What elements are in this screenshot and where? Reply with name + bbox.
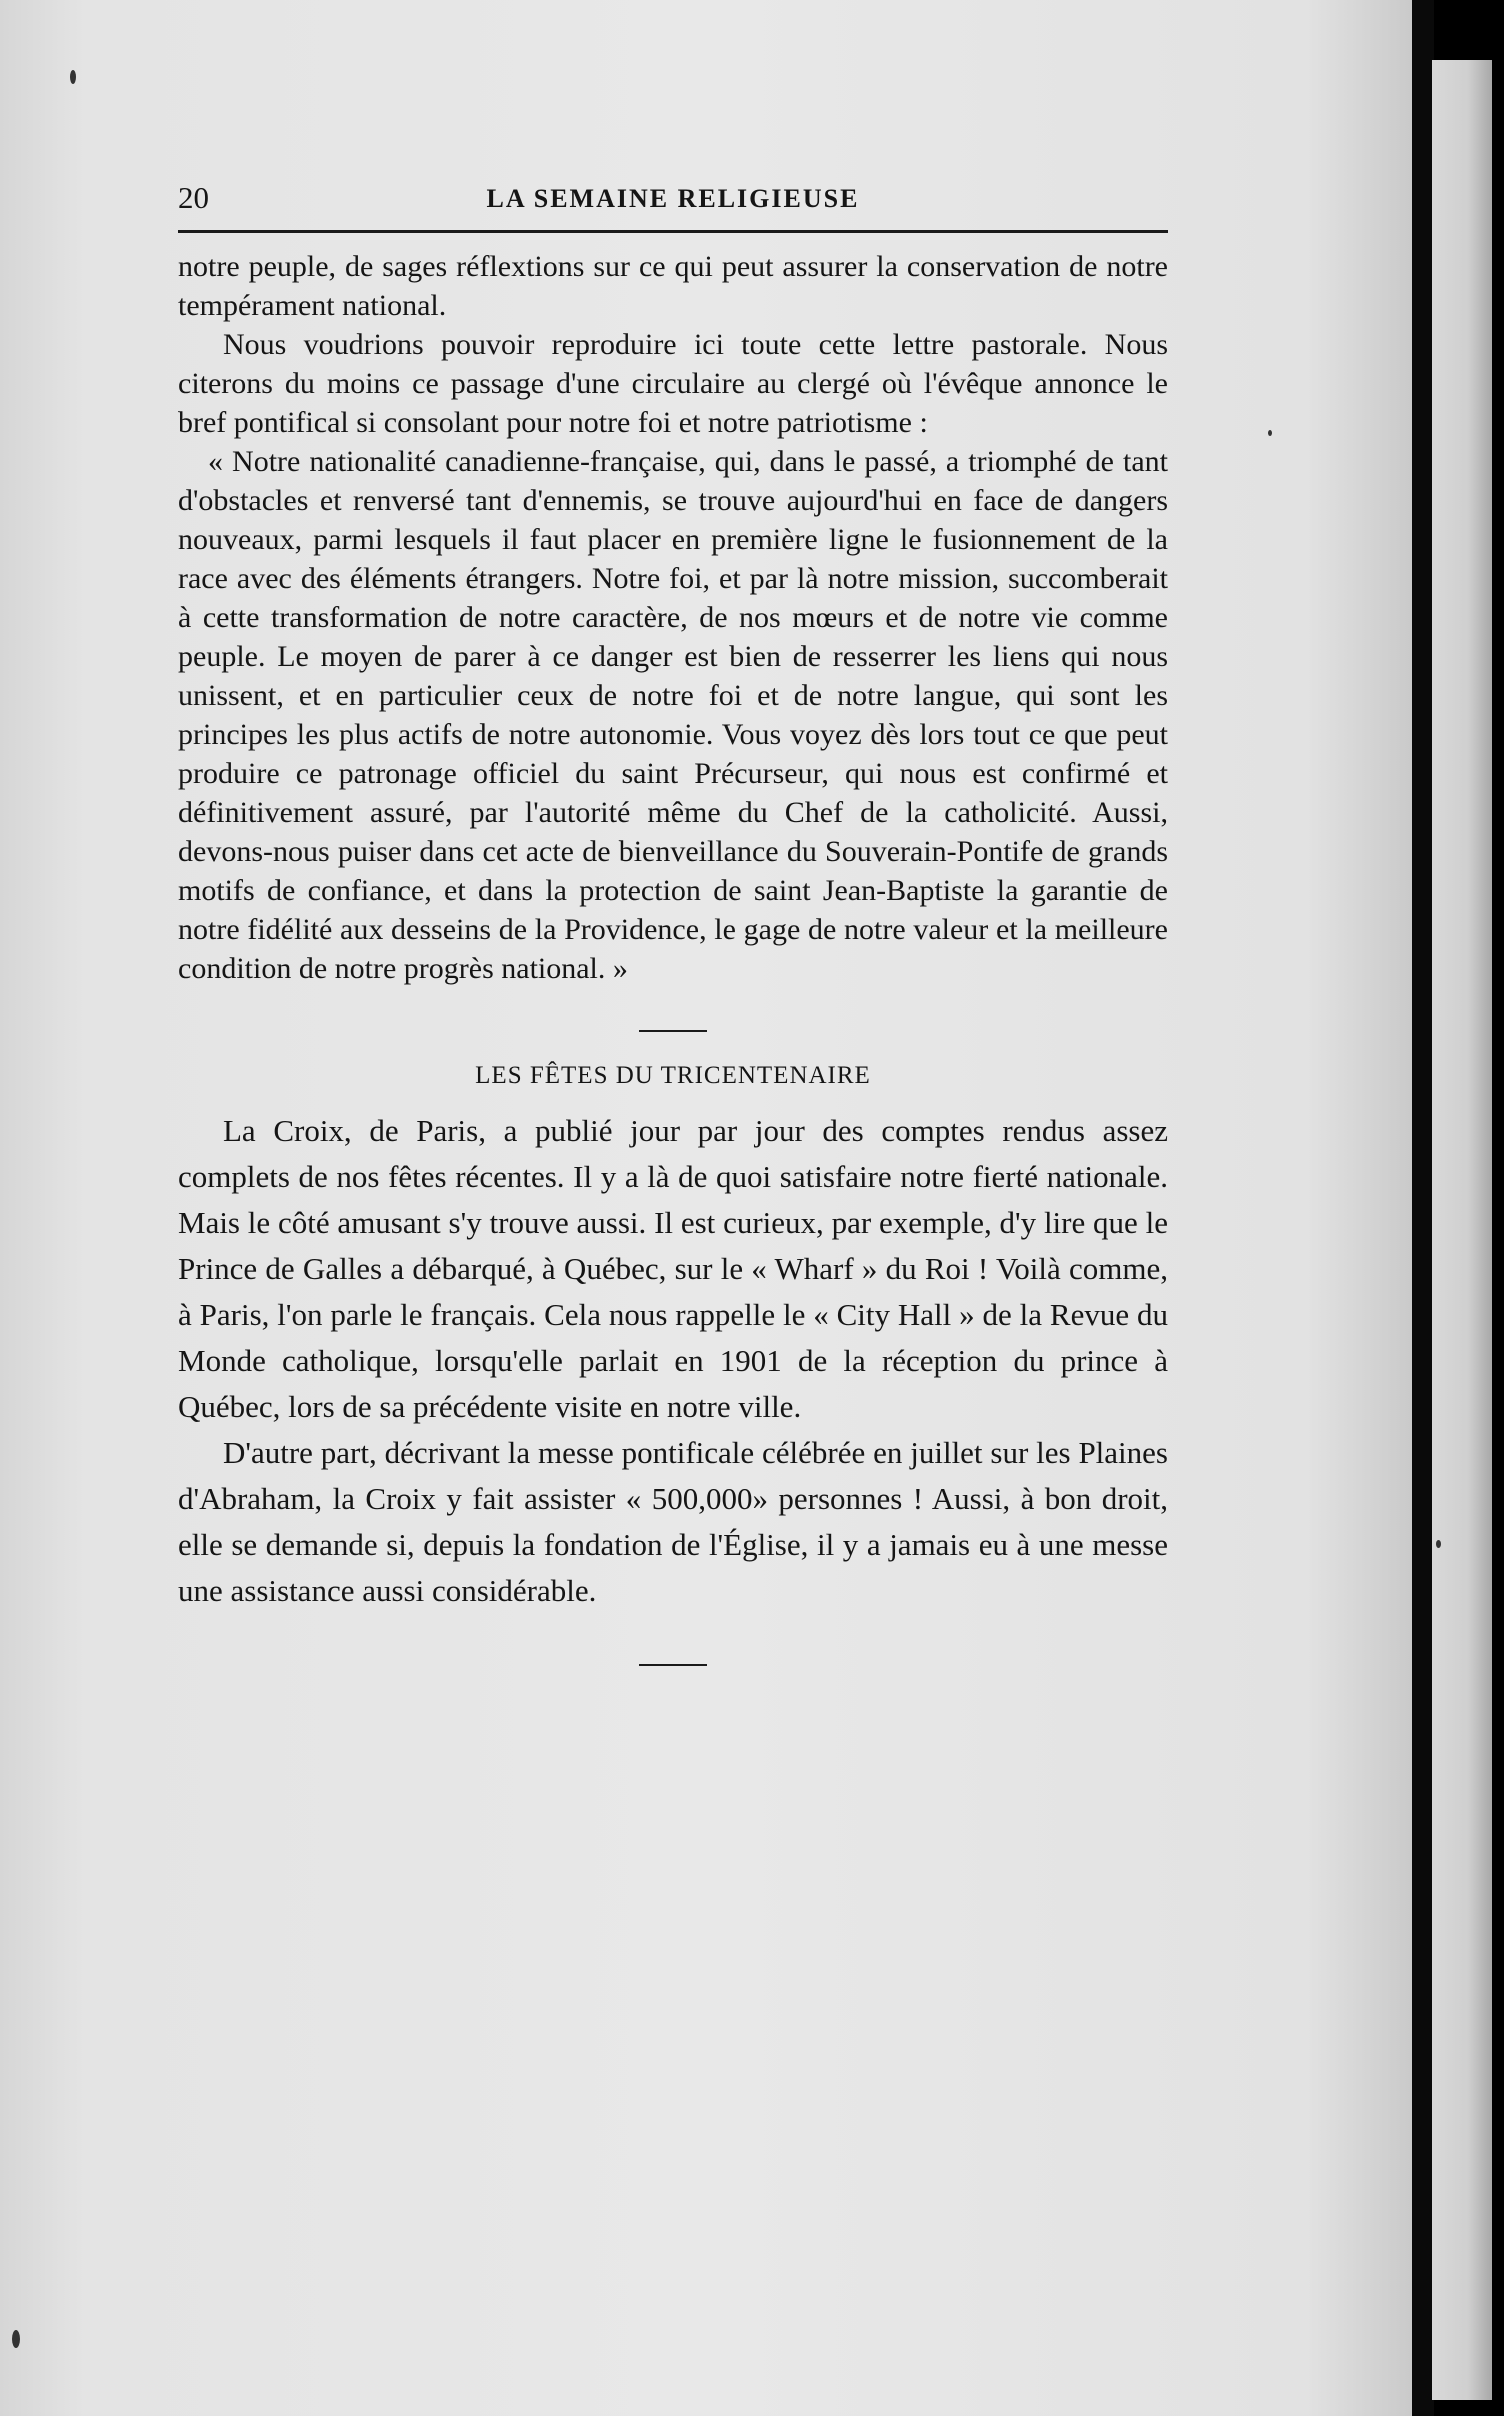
page-number: 20 (178, 180, 209, 215)
paragraph-continuation: notre peuple, de sages réflextions sur ce qui peut assurer la conservation de notre tempérament national. (178, 250, 1168, 322)
end-separator (639, 1664, 707, 1666)
quoted-circular: « Notre nationalité canadienne-française, qui, dans le passé, a triomphé de tant d'obstacles et renversé tant d'ennemis, se trouve aujourd'hui en face de dangers nouveaux, parmi lesquels il faut placer en première ligne le fusionnement de la race avec des éléments étrangers. Notre foi, et par là notre mission, succomberait à cette transformation de notre caractère, de nos mœurs et de notre vie comme peuple. Le moyen de parer à ce danger est bien de resserrer les liens qui nous unissent, et en particulier ceux de notre foi et de notre langue, qui sont les principes les plus actifs de notre autonomie. Vous voyez dès lors tout ce que peut produire ce patronage officiel du saint Précurseur, qui nous est confirmé et définitivement assuré, par l'autorité même du Chef de la catholicité. Aussi, devons-nous puiser dans cet acte de bienveillance du Souverain-Pontife de grands motifs de confiance, et dans la protection de saint Jean-Baptiste la garantie de notre fidélité aux desseins de la Providence, le gage de notre valeur et la meilleure condition de notre progrès national. » (178, 445, 1168, 985)
header-rule (178, 230, 1168, 233)
adjacent-page-edge (1432, 60, 1492, 2400)
section-paragraph: D'autre part, décrivant la messe pontificale célébrée en juillet sur les Plaines d'Abraham, la Croix y fait assister « 500,000» personnes ! Aussi, à bon droit, elle se demande si, depuis la fondation de l'Église, il y a jamais eu à une messe une assistance aussi considérable. (178, 1435, 1168, 1608)
running-title: LA SEMAINE RELIGIEUSE (486, 184, 860, 213)
scan-speck (12, 2330, 20, 2348)
page-content (178, 172, 1168, 1666)
section-separator (639, 1030, 707, 1032)
page-header (178, 172, 1168, 222)
section-title: LES FÊTES DU TRICENTENAIRE (475, 1062, 871, 1089)
scan-speck (70, 70, 76, 84)
scan-speck (1436, 1540, 1441, 1548)
book-gutter (1412, 0, 1434, 2416)
paragraph-intro-pastoral: Nous voudrions pouvoir reproduire ici toute cette lettre pastorale. Nous citerons du moins ce passage d'une circulaire au clergé où l'évêque annonce le bref pontifical si consolant pour notre foi et notre patriotisme : (178, 328, 1168, 439)
scan-speck (1268, 430, 1272, 436)
section-body (178, 1108, 1168, 1614)
section-paragraph: La Croix, de Paris, a publié jour par jour des comptes rendus assez complets de nos fêtes récentes. Il y a là de quoi satisfaire notre fierté nationale. Mais le côté amusant s'y trouve aussi. Il est curieux, par exemple, d'y lire que le Prince de Galles a débarqué, à Québec, sur le « Wharf » du Roi ! Voilà comme, à Paris, l'on parle le français. Cela nous rappelle le « City Hall » de la Revue du Monde catholique, lorsqu'elle parlait en 1901 de la réception du prince à Québec, lors de sa précédente visite en notre ville. (178, 1113, 1168, 1424)
